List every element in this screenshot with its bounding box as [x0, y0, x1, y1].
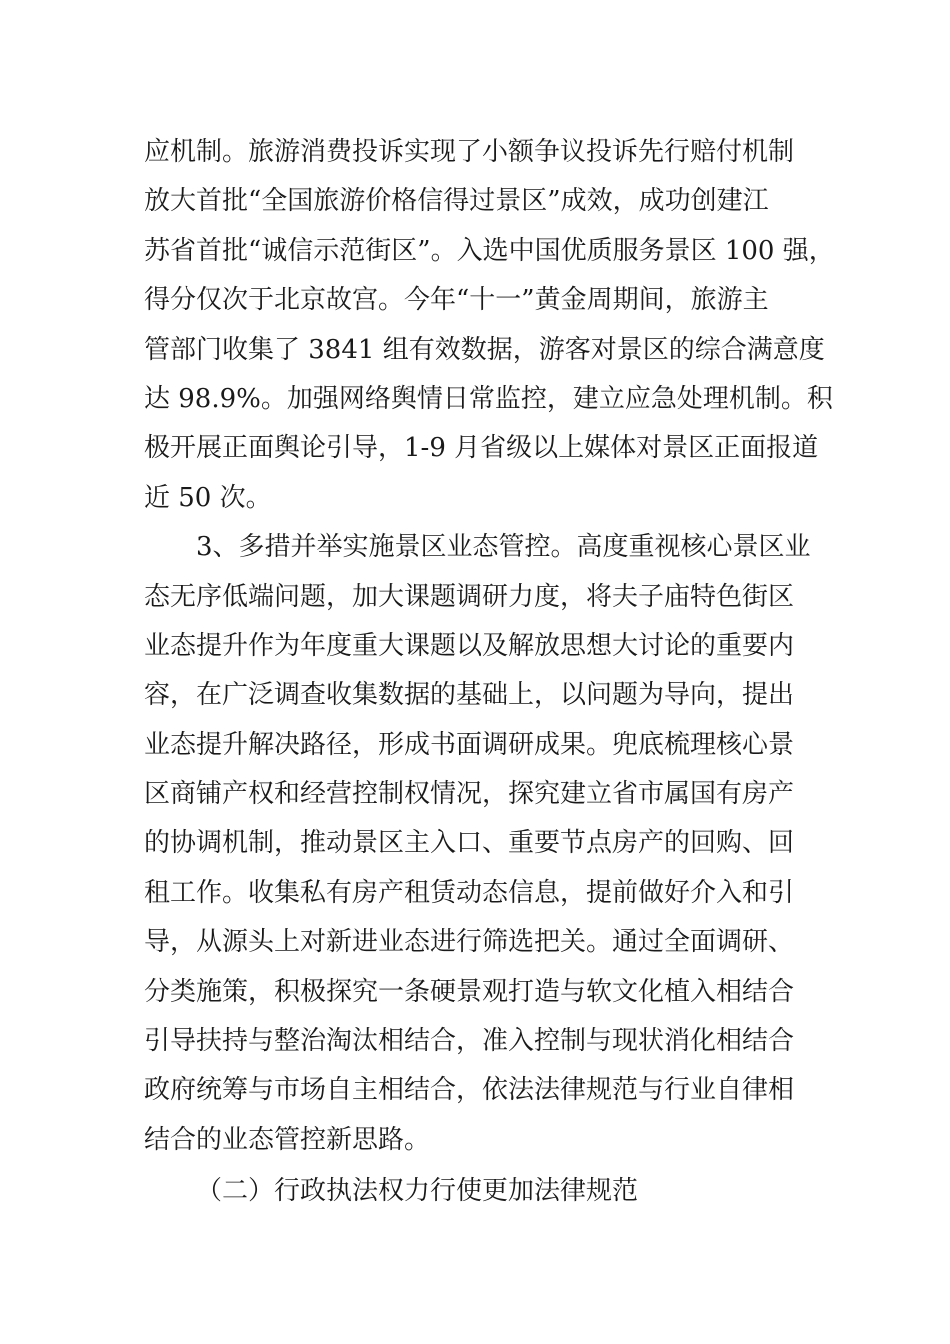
text-line: 分类施策，积极探究一条硬景观打造与软文化植入相结合: [144, 976, 795, 1007]
text-line: 极开展正面舆论引导，1-9 月省级以上媒体对景区正面报道: [144, 433, 819, 464]
section-heading: （二）行政执法权力行使更加法律规范: [196, 1176, 639, 1207]
text-line: 应机制。旅游消费投诉实现了小额争议投诉先行赔付机制: [144, 137, 795, 167]
text-line: 租工作。收集私有房产租赁动态信息，提前做好介入和引: [144, 877, 795, 908]
text-line: 政府统筹与市场自主相结合，依法法律规范与行业自律相: [144, 1075, 795, 1106]
body-text: [144, 128, 834, 1217]
text-line: 区商铺产权和经营控制权情况，探究建立省市属国有房产: [144, 779, 795, 810]
text-line: 容，在广泛调查收集数据的基础上，以问题为导向，提出: [144, 680, 795, 711]
text-line: 管部门收集了 3841 组有效数据，游客对景区的综合满意度: [144, 334, 825, 365]
text-line: 达 98.9%。加强网络舆情日常监控，建立应急处理机制。积: [144, 383, 833, 414]
text-line: 放大首批“全国旅游价格信得过景区”成效，成功创建江: [144, 186, 769, 217]
section-3-first-line: 3、多措并举实施景区业态管控。高度重视核心景区业: [196, 532, 811, 563]
text-line: 苏省首批“诚信示范街区”。入选中国优质服务景区 100 强，: [144, 235, 835, 266]
text-line: 的协调机制，推动景区主入口、重要节点房产的回购、回: [144, 828, 795, 859]
text-line: 态无序低端问题，加大课题调研力度，将夫子庙特色街区: [144, 581, 795, 612]
text-line: 业态提升作为年度重大课题以及解放思想大讨论的重要内: [144, 630, 795, 661]
text-line: 近 50 次。: [144, 482, 272, 513]
text-line: 业态提升解决路径，形成书面调研成果。兜底梳理核心景: [144, 729, 795, 760]
text-line: 结合的业态管控新思路。: [144, 1124, 431, 1155]
text-line: 导，从源头上对新进业态进行筛选把关。通过全面调研、: [144, 927, 795, 958]
text-line: 引导扶持与整治淘汰相结合，准入控制与现状消化相结合: [144, 1026, 795, 1057]
text-line: 得分仅次于北京故宫。今年“十一”黄金周期间，旅游主: [144, 285, 769, 316]
